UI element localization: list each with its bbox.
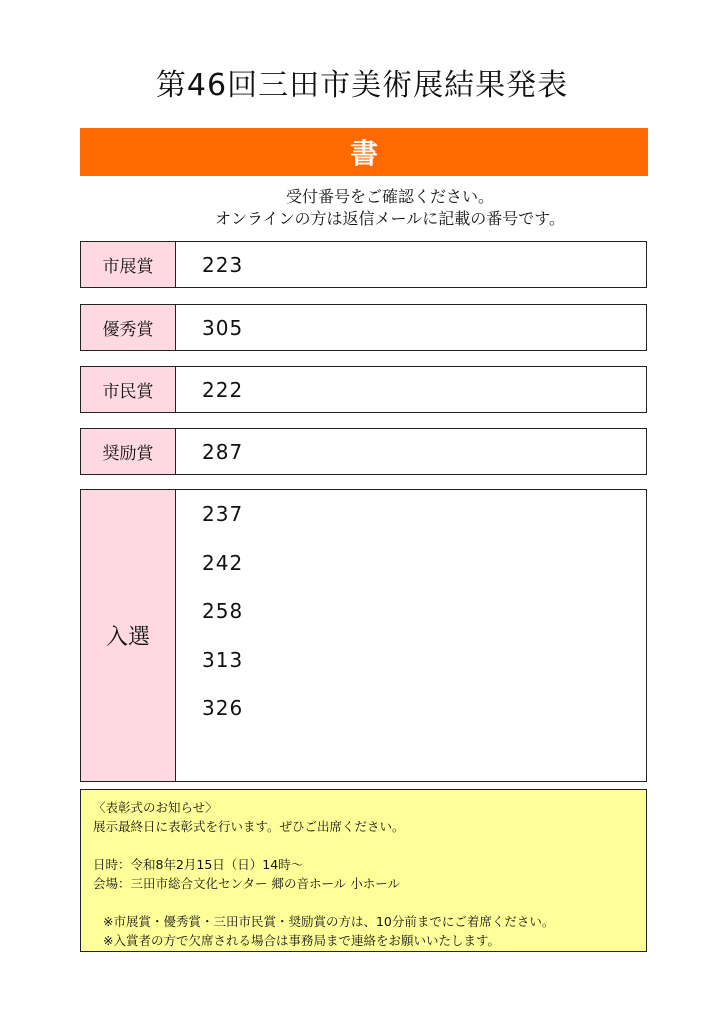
notice-note: ※入賞者の方で欠席される場合は事務局まで連絡をお願いいたします。: [103, 933, 500, 948]
nyusen-number: 258: [202, 599, 244, 623]
nyusen-number: 237: [202, 502, 244, 526]
nyusen-label: 入選: [81, 490, 176, 781]
notice-note: ※市展賞・優秀賞・三田市民賞・奨励賞の方は、10分前までにご着席ください。: [103, 914, 555, 929]
notice-line: 展示最終日に表彰式を行います。ぜひご出席ください。: [93, 819, 405, 834]
award-row-yuushuushou: [80, 304, 647, 351]
award-number: 305: [202, 315, 244, 340]
award-label: 市民賞: [81, 367, 176, 412]
award-number: 222: [202, 377, 244, 402]
category-banner: [80, 128, 648, 176]
award-row-shitenshou: [80, 241, 647, 288]
notice-venue: 会場：三田市総合文化センター 郷の音ホール 小ホール: [93, 876, 400, 891]
instructions: [140, 186, 640, 230]
nyusen-number: 242: [202, 550, 244, 575]
ceremony-notice: [80, 789, 647, 952]
award-label: 市展賞: [81, 242, 176, 287]
notice-heading: 〈表彰式のお知らせ〉: [93, 800, 218, 815]
award-number: 287: [202, 439, 244, 464]
page-title: 第46回三田市美術展結果発表: [155, 68, 569, 103]
award-row-shoureishou: [80, 428, 647, 475]
nyusen-number: 326: [202, 696, 244, 720]
category-label: 書: [349, 137, 378, 170]
award-row-shiminshou: [80, 366, 647, 413]
award-label: 奨励賞: [81, 429, 176, 474]
award-number: 223: [202, 252, 244, 277]
instruction-line: オンラインの方は返信メールに記載の番号です。: [215, 209, 565, 228]
notice-datetime: 日時：令和8年2月15日（日）14時～: [93, 857, 304, 872]
nyusen-box: [80, 489, 647, 782]
instruction-line: 受付番号をご確認ください。: [285, 187, 494, 206]
nyusen-list: [176, 490, 243, 781]
nyusen-number: 313: [202, 647, 244, 672]
award-label: 優秀賞: [81, 305, 176, 350]
